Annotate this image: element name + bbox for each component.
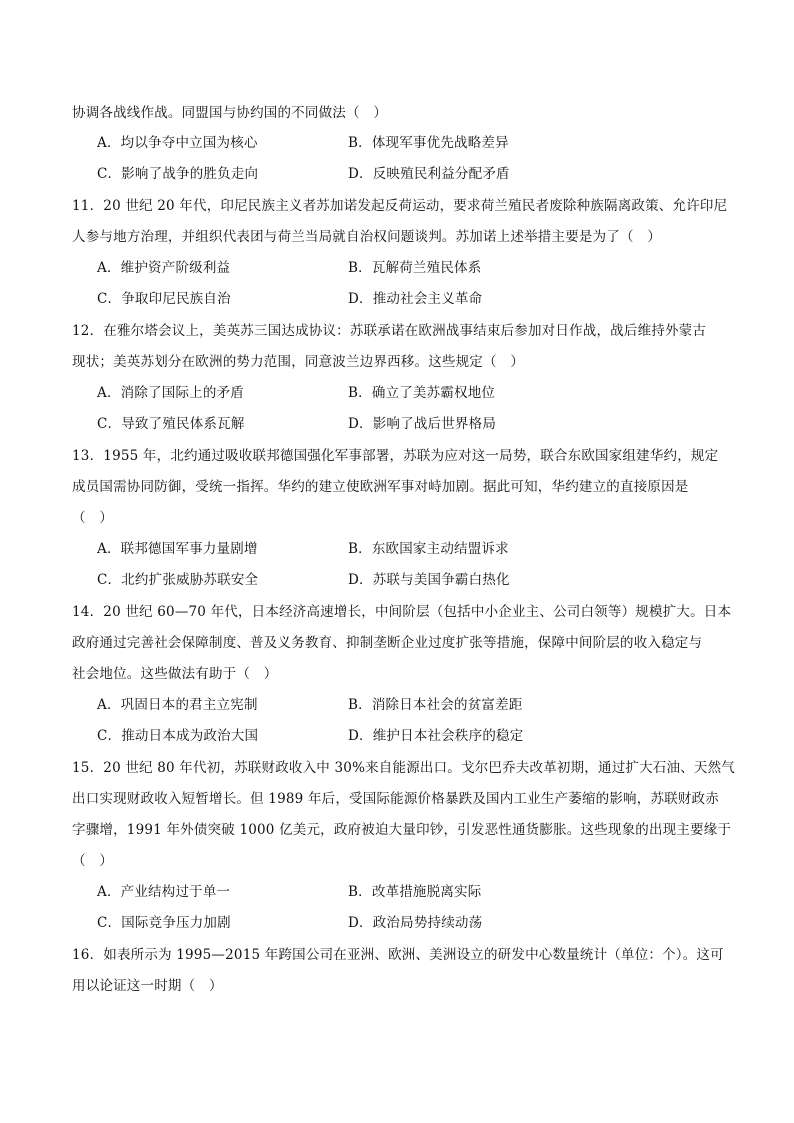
q13-option-d: D．苏联与美国争霸白热化: [348, 572, 510, 588]
q12-stem-line-1: 12．在雅尔塔会议上，美英苏三国达成协议：苏联承诺在欧洲战事结束后参加对日作战，战后维持外蒙古: [72, 323, 707, 339]
q14-stem-line-3: 社会地位。这些做法有助于（ ）: [72, 666, 278, 682]
q10-stem-tail: 协调各战线作战。同盟国与协约国的不同做法（ ）: [72, 105, 388, 121]
q16-stem-line-1: 16．如表所示为 1995—2015 年跨国公司在亚洲、欧洲、美洲设立的研发中心数量统计（单位：个）。这可: [72, 947, 724, 963]
q13-stem-line-1: 13．1955 年，北约通过吸收联邦德国强化军事部署，苏联为应对这一局势，联合东欧国家组建华约，规定: [72, 448, 719, 464]
q15-stem-line-4: （ ）: [72, 853, 114, 869]
q12-option-a: A．消除了国际上的矛盾: [97, 385, 244, 401]
q11-stem-line-1: 11．20 世纪 20 年代，印尼民族主义者苏加诺发起反荷运动，要求荷兰殖民者废除种族隔离政策、允许印尼: [72, 198, 728, 214]
q12-stem-line-2: 现状；美英苏划分在欧洲的势力范围，同意波兰边界西移。这些规定（ ）: [72, 354, 525, 370]
q14-option-c: C．推动日本成为政治大国: [97, 728, 259, 744]
q11-option-c: C．争取印尼民族自治: [97, 291, 231, 307]
q14-stem-line-1: 14．20 世纪 60—70 年代，日本经济高速增长，中间阶层（包括中小企业主、公司白领等）规模扩大。日本: [72, 604, 732, 620]
q15-option-b: B．改革措施脱离实际: [348, 884, 482, 900]
q10-option-c: C．影响了战争的胜负走向: [97, 166, 259, 182]
q13-stem-line-3: （ ）: [72, 510, 114, 526]
q14-option-d: D．维护日本社会秩序的稳定: [348, 728, 524, 744]
q16-stem-line-2: 用以论证这一时期（ ）: [72, 978, 223, 994]
q10-option-b: B．体现军事优先战略差异: [348, 135, 509, 151]
q10-option-d: D．反映殖民利益分配矛盾: [348, 166, 510, 182]
q15-stem-line-2: 出口实现财政收入短暂增长。但 1989 年后，受国际能源价格暴跌及国内工业生产萎缩的影响，苏联财政赤: [72, 791, 719, 807]
q13-stem-line-2: 成员国需协同防御，受统一指挥。华约的建立使欧洲军事对峙加剧。据此可知，华约建立的直接原因是: [72, 479, 689, 495]
q11-option-d: D．推动社会主义革命: [348, 291, 483, 307]
q15-stem-line-3: 字骤增，1991 年外债突破 1000 亿美元，政府被迫大量印钞，引发恶性通货膨胀。这些现象的出现主要缘于: [72, 822, 732, 838]
q14-option-a: A．巩固日本的君主立宪制: [97, 697, 258, 713]
q14-stem-line-2: 政府通过完善社会保障制度、普及义务教育、抑制垄断企业过度扩张等措施，保障中间阶层的收入稳定与: [72, 635, 703, 651]
q13-option-b: B．东欧国家主动结盟诉求: [348, 541, 509, 557]
q11-stem-line-2: 人参与地方治理，并组织代表团与荷兰当局就自治权问题谈判。苏加诺上述举措主要是为了（ ）: [72, 229, 662, 245]
q12-option-c: C．导致了殖民体系瓦解: [97, 416, 245, 432]
q13-option-c: C．北约扩张威胁苏联安全: [97, 572, 259, 588]
q15-stem-line-1: 15．20 世纪 80 年代初，苏联财政收入中 30%来自能源出口。戈尔巴乔夫改革初期，通过扩大石油、天然气: [72, 760, 736, 776]
q15-option-d: D．政治局势持续动荡: [348, 915, 483, 931]
q15-option-c: C．国际竞争压力加剧: [97, 915, 231, 931]
q12-option-d: D．影响了战后世界格局: [348, 416, 497, 432]
q14-option-b: B．消除日本社会的贫富差距: [348, 697, 523, 713]
q13-option-a: A．联邦德国军事力量剧增: [97, 541, 258, 557]
q11-option-a: A．维护资产阶级利益: [97, 260, 231, 276]
q12-option-b: B．确立了美苏霸权地位: [348, 385, 496, 401]
q15-option-a: A．产业结构过于单一: [97, 884, 231, 900]
q11-option-b: B．瓦解荷兰殖民体系: [348, 260, 482, 276]
q10-option-a: A．均以争夺中立国为核心: [97, 135, 258, 151]
